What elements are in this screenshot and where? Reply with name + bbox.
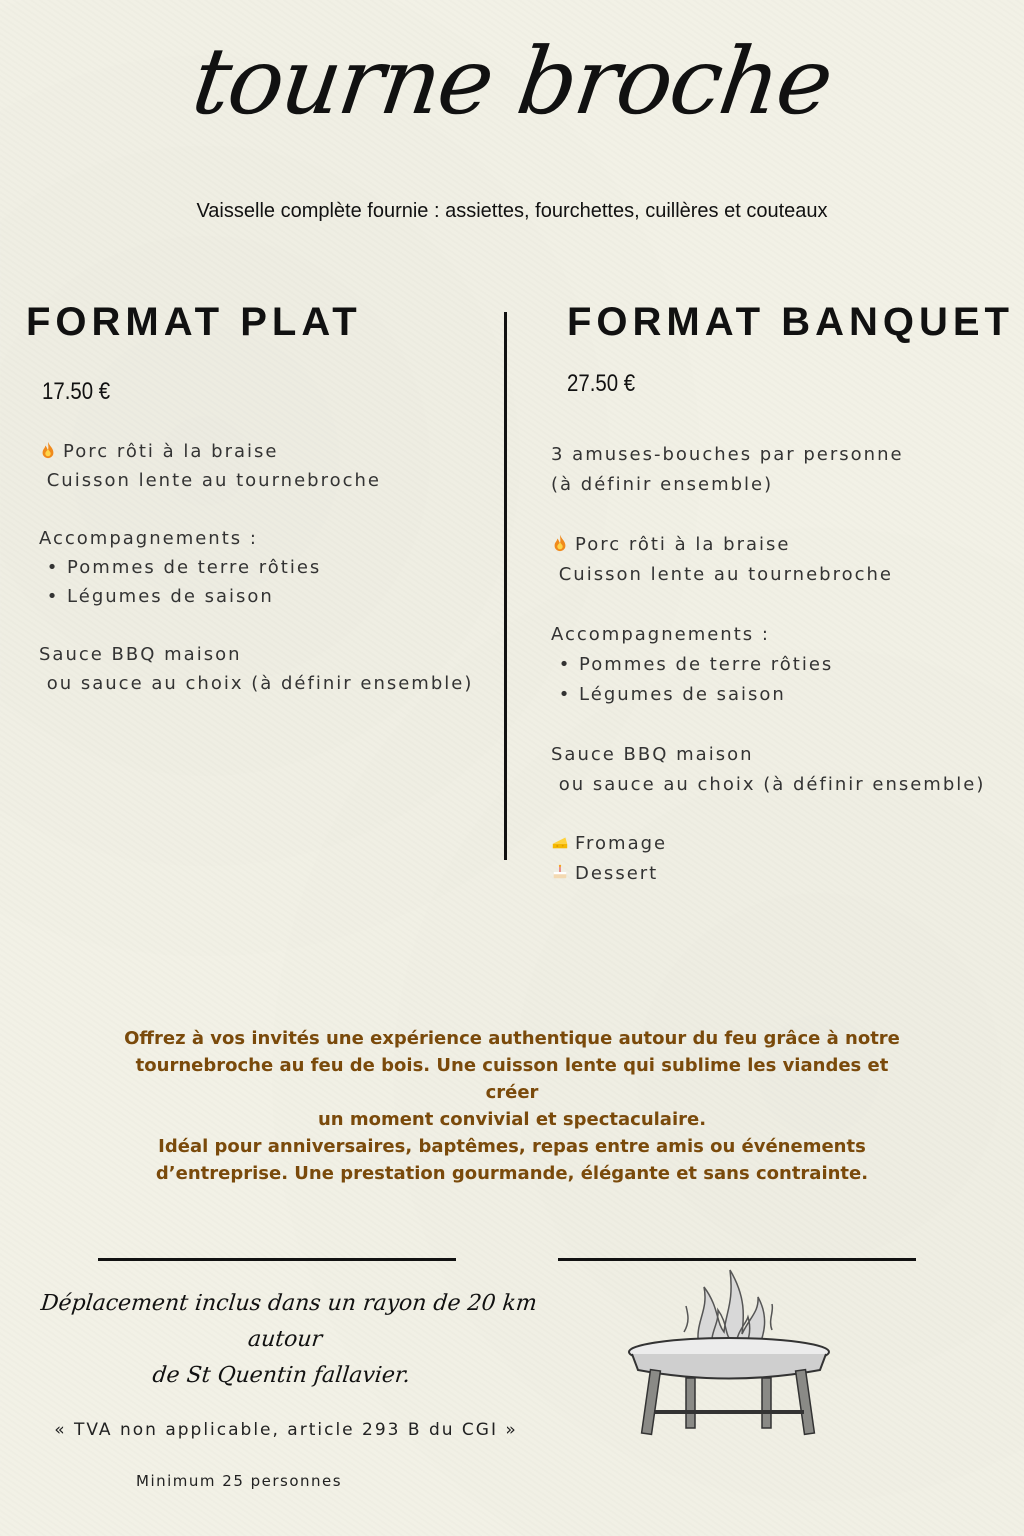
travel-note-line: Déplacement inclus dans un rayon de 20 km autour <box>39 1291 539 1352</box>
menu-line: Sauce BBQ maison <box>39 644 242 665</box>
tva-note: « TVA non applicable, article 293 B du CGI » <box>54 1420 518 1440</box>
menu-line: • Légumes de saison <box>551 684 786 705</box>
menu-line: ou sauce au choix (à définir ensemble) <box>39 673 474 694</box>
format-plat-price: 17.50 € <box>42 378 111 405</box>
menu-line: • Légumes de saison <box>39 586 274 607</box>
promo-line: Idéal pour anniversaires, baptêmes, repas entre amis ou événements <box>158 1136 866 1157</box>
menu-line: Accompagnements : <box>39 528 258 549</box>
menu-line: ou sauce au choix (à définir ensemble) <box>551 774 986 795</box>
minimum-guests: Minimum 25 personnes <box>136 1472 343 1490</box>
page-subtitle: Vaisselle complète fournie : assiettes, fourchettes, cuillères et couteaux <box>196 200 828 222</box>
menu-line: • Pommes de terre rôties <box>39 557 322 578</box>
promo-line: Offrez à vos invités une expérience authentique autour du feu grâce à notre <box>124 1028 900 1049</box>
menu-line: Sauce BBQ maison <box>551 744 754 765</box>
separator-right <box>558 1258 916 1261</box>
menu-line: Accompagnements : <box>551 624 770 645</box>
cheese-icon <box>551 833 569 851</box>
format-plat-menu <box>39 437 473 698</box>
menu-line: Dessert <box>551 859 985 889</box>
menu-line: • Pommes de terre rôties <box>551 654 834 675</box>
menu-line: Porc rôti à la braise <box>39 437 473 466</box>
format-banquet-price: 27.50 € <box>567 370 636 397</box>
promo-text <box>110 1025 914 1187</box>
menu-line: Cuisson lente au tournebroche <box>39 470 381 491</box>
travel-note <box>24 1286 545 1394</box>
promo-line: un moment convivial et spectaculaire. <box>317 1109 707 1130</box>
menu-line: Fromage <box>551 829 985 859</box>
format-banquet-title: FORMAT BANQUET <box>567 300 1014 344</box>
menu-line: (à définir ensemble) <box>551 474 774 495</box>
page-title: tourne broche <box>186 28 838 135</box>
menu-line: Porc rôti à la braise <box>551 530 985 560</box>
menu-line: Cuisson lente au tournebroche <box>551 564 893 585</box>
menu-line: 3 amuses-bouches par personne <box>551 444 904 465</box>
format-plat-title: FORMAT PLAT <box>26 300 362 344</box>
fire-pit-illustration <box>624 1262 834 1442</box>
fire-icon <box>551 534 569 552</box>
format-banquet-menu <box>551 440 985 889</box>
promo-line: d’entreprise. Une prestation gourmande, élégante et sans contrainte. <box>155 1163 869 1184</box>
fire-icon <box>39 441 57 459</box>
separator-left <box>98 1258 456 1261</box>
promo-line: tournebroche au feu de bois. Une cuisson lente qui sublime les viandes et créer <box>135 1055 889 1103</box>
travel-note-line: de St Quentin fallavier. <box>151 1363 412 1388</box>
cake-icon <box>551 863 569 881</box>
column-divider <box>504 312 507 860</box>
